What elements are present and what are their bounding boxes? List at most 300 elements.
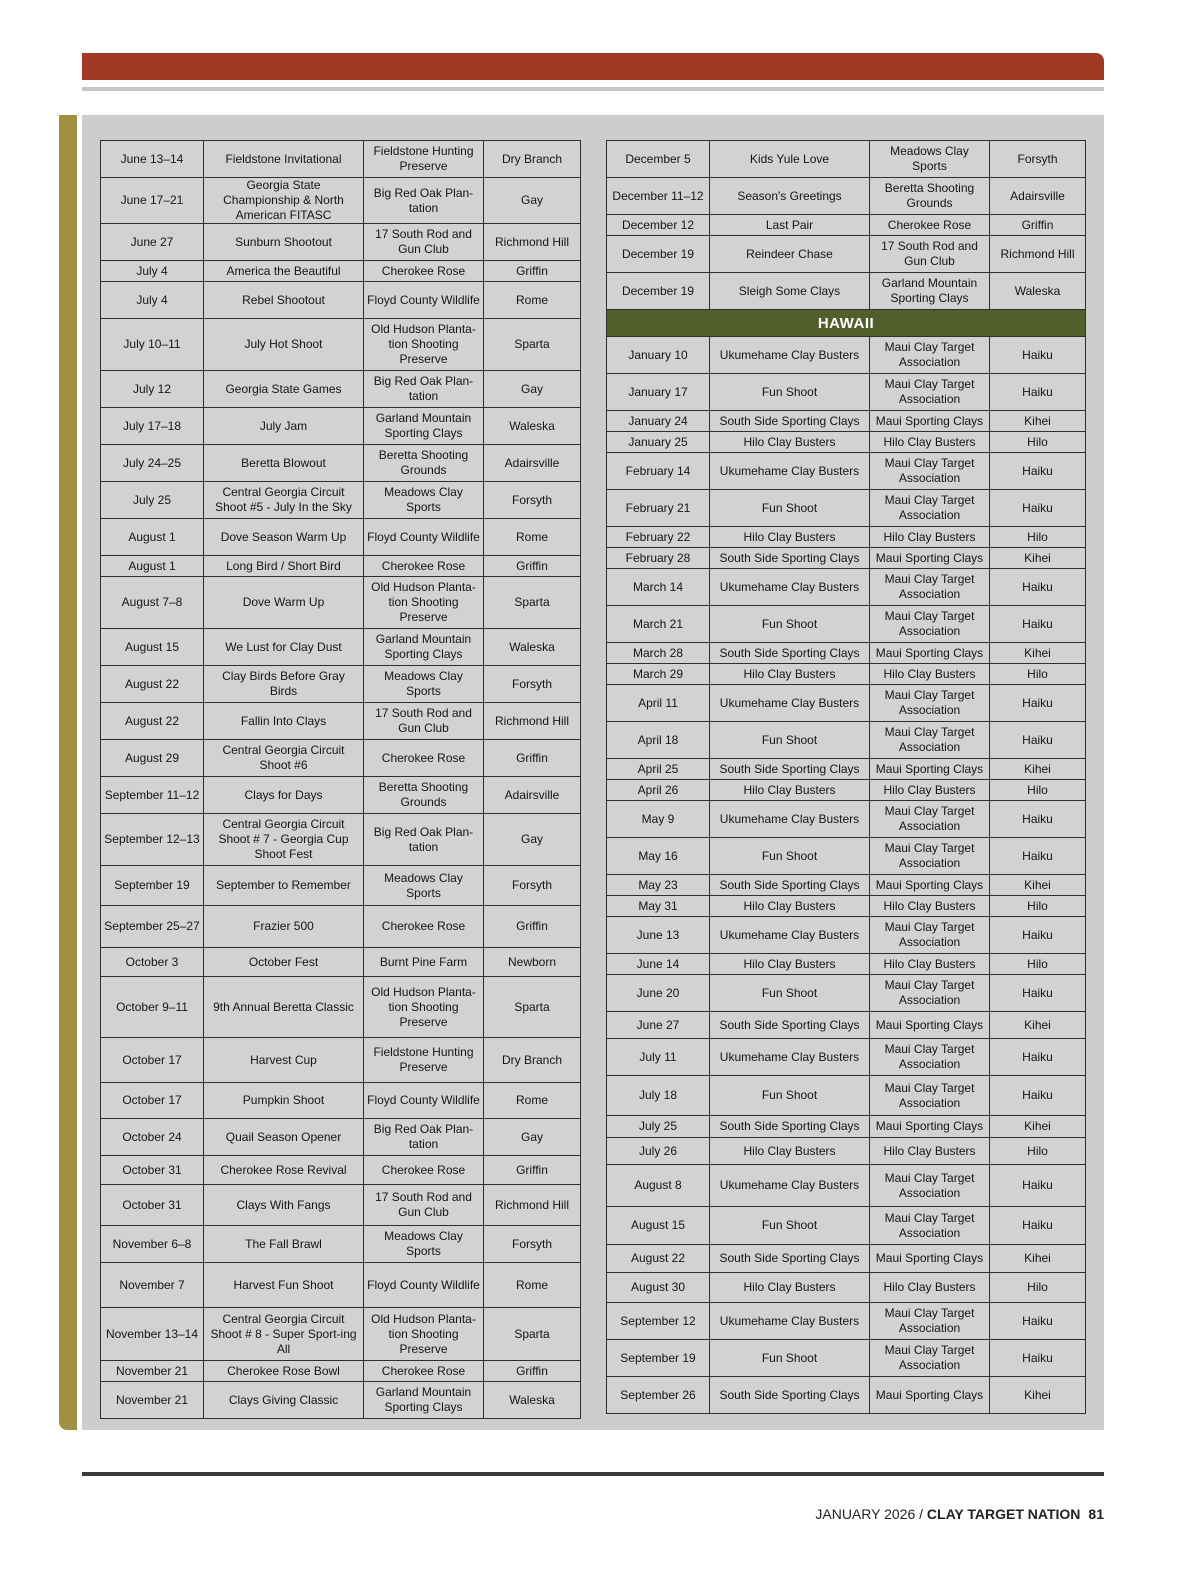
table-row bbox=[607, 178, 1086, 215]
event-cell: July Jam bbox=[204, 408, 364, 445]
table-row bbox=[101, 224, 581, 261]
date-cell: June 13–14 bbox=[101, 141, 204, 178]
date-cell: February 28 bbox=[607, 548, 710, 569]
table-row bbox=[607, 722, 1086, 759]
table-row bbox=[101, 282, 581, 319]
city-cell: Haiku bbox=[990, 453, 1086, 490]
event-cell: Cherokee Rose Bowl bbox=[204, 1361, 364, 1382]
city-cell: Waleska bbox=[484, 408, 581, 445]
event-cell: Fieldstone Invitational bbox=[204, 141, 364, 178]
date-cell: July 18 bbox=[607, 1076, 710, 1116]
date-cell: February 22 bbox=[607, 527, 710, 548]
event-cell: Central Georgia Circuit Shoot # 8 - Super Sport-ing All bbox=[204, 1308, 364, 1361]
date-cell: January 24 bbox=[607, 411, 710, 432]
date-cell: January 17 bbox=[607, 374, 710, 411]
table-row bbox=[607, 606, 1086, 643]
table-row bbox=[101, 1083, 581, 1119]
city-cell: Hilo bbox=[990, 1273, 1086, 1303]
date-cell: October 31 bbox=[101, 1156, 204, 1185]
event-cell: South Side Sporting Clays bbox=[710, 411, 870, 432]
venue-cell: Maui Clay Target Association bbox=[870, 1165, 990, 1207]
date-cell: June 27 bbox=[607, 1012, 710, 1039]
table-row bbox=[101, 1185, 581, 1226]
venue-cell: Old Hudson Planta-tion Shooting Preserve bbox=[364, 977, 484, 1038]
page-number: 81 bbox=[1088, 1506, 1104, 1522]
table-row bbox=[101, 371, 581, 408]
table-row bbox=[607, 954, 1086, 975]
venue-cell: Old Hudson Planta-tion Shooting Preserve bbox=[364, 1308, 484, 1361]
event-cell: Clay Birds Before Gray Birds bbox=[204, 666, 364, 703]
city-cell: Hilo bbox=[990, 780, 1086, 801]
table-row bbox=[607, 1245, 1086, 1273]
table-row bbox=[101, 408, 581, 445]
table-row bbox=[101, 703, 581, 740]
event-cell: Georgia State Championship & North American FITASC bbox=[204, 178, 364, 224]
date-cell: June 17–21 bbox=[101, 178, 204, 224]
date-cell: December 5 bbox=[607, 141, 710, 178]
venue-cell: Maui Clay Target Association bbox=[870, 685, 990, 722]
venue-cell: 17 South Rod and Gun Club bbox=[870, 236, 990, 273]
venue-cell: Cherokee Rose bbox=[364, 556, 484, 577]
table-row bbox=[101, 1361, 581, 1382]
event-cell: South Side Sporting Clays bbox=[710, 1116, 870, 1138]
date-cell: August 15 bbox=[607, 1207, 710, 1245]
venue-cell: Maui Clay Target Association bbox=[870, 1340, 990, 1377]
city-cell: Forsyth bbox=[484, 1226, 581, 1263]
city-cell: Adairsville bbox=[990, 178, 1086, 215]
date-cell: April 11 bbox=[607, 685, 710, 722]
city-cell: Hilo bbox=[990, 896, 1086, 917]
venue-cell: Maui Clay Target Association bbox=[870, 569, 990, 606]
date-cell: December 19 bbox=[607, 273, 710, 310]
event-cell: Season's Greetings bbox=[710, 178, 870, 215]
date-cell: September 25–27 bbox=[101, 906, 204, 948]
event-cell: Hilo Clay Busters bbox=[710, 896, 870, 917]
city-cell: Waleska bbox=[484, 1382, 581, 1419]
venue-cell: Old Hudson Planta-tion Shooting Preserve bbox=[364, 577, 484, 629]
date-cell: November 6–8 bbox=[101, 1226, 204, 1263]
venue-cell: Meadows Clay Sports bbox=[364, 1226, 484, 1263]
venue-cell: Cherokee Rose bbox=[364, 740, 484, 777]
table-row bbox=[101, 777, 581, 814]
event-cell: July Hot Shoot bbox=[204, 319, 364, 371]
date-cell: August 22 bbox=[101, 666, 204, 703]
venue-cell: Maui Clay Target Association bbox=[870, 975, 990, 1012]
event-cell: September to Remember bbox=[204, 866, 364, 906]
venue-cell: Cherokee Rose bbox=[364, 261, 484, 282]
table-row bbox=[101, 1119, 581, 1156]
city-cell: Haiku bbox=[990, 1076, 1086, 1116]
footer-rule bbox=[82, 1472, 1104, 1476]
table-row bbox=[607, 527, 1086, 548]
date-cell: August 30 bbox=[607, 1273, 710, 1303]
date-cell: November 21 bbox=[101, 1382, 204, 1419]
table-row bbox=[101, 445, 581, 482]
venue-cell: Maui Clay Target Association bbox=[870, 1039, 990, 1076]
venue-cell: Hilo Clay Busters bbox=[870, 527, 990, 548]
table-row bbox=[607, 1273, 1086, 1303]
city-cell: Richmond Hill bbox=[484, 224, 581, 261]
venue-cell: Big Red Oak Plan-tation bbox=[364, 814, 484, 866]
venue-cell: Maui Sporting Clays bbox=[870, 1377, 990, 1414]
venue-cell: Maui Sporting Clays bbox=[870, 1245, 990, 1273]
section-header-row bbox=[607, 310, 1086, 337]
date-cell: June 27 bbox=[101, 224, 204, 261]
city-cell: Rome bbox=[484, 1263, 581, 1308]
city-cell: Hilo bbox=[990, 954, 1086, 975]
city-cell: Forsyth bbox=[484, 866, 581, 906]
event-cell: Fun Shoot bbox=[710, 1340, 870, 1377]
page-footer bbox=[815, 1506, 1104, 1522]
event-cell: Pumpkin Shoot bbox=[204, 1083, 364, 1119]
date-cell: January 25 bbox=[607, 432, 710, 453]
venue-cell: Maui Sporting Clays bbox=[870, 411, 990, 432]
event-cell: Reindeer Chase bbox=[710, 236, 870, 273]
city-cell: Haiku bbox=[990, 1207, 1086, 1245]
venue-cell: Maui Clay Target Association bbox=[870, 606, 990, 643]
event-cell: Hilo Clay Busters bbox=[710, 954, 870, 975]
city-cell: Kihei bbox=[990, 875, 1086, 896]
venue-cell: Maui Clay Target Association bbox=[870, 722, 990, 759]
event-cell: Fun Shoot bbox=[710, 975, 870, 1012]
event-cell: South Side Sporting Clays bbox=[710, 548, 870, 569]
event-cell: Ukumehame Clay Busters bbox=[710, 801, 870, 838]
event-cell: Long Bird / Short Bird bbox=[204, 556, 364, 577]
event-cell: 9th Annual Beretta Classic bbox=[204, 977, 364, 1038]
city-cell: Griffin bbox=[484, 261, 581, 282]
venue-cell: Meadows Clay Sports bbox=[364, 866, 484, 906]
city-cell: Hilo bbox=[990, 527, 1086, 548]
event-cell: South Side Sporting Clays bbox=[710, 1012, 870, 1039]
city-cell: Haiku bbox=[990, 1303, 1086, 1340]
event-cell: Hilo Clay Busters bbox=[710, 780, 870, 801]
date-cell: August 8 bbox=[607, 1165, 710, 1207]
city-cell: Griffin bbox=[484, 1361, 581, 1382]
event-cell: Quail Season Opener bbox=[204, 1119, 364, 1156]
table-row bbox=[101, 319, 581, 371]
city-cell: Hilo bbox=[990, 1138, 1086, 1165]
venue-cell: Maui Clay Target Association bbox=[870, 1303, 990, 1340]
table-row bbox=[101, 948, 581, 977]
city-cell: Waleska bbox=[990, 273, 1086, 310]
venue-cell: Maui Sporting Clays bbox=[870, 548, 990, 569]
city-cell: Griffin bbox=[990, 215, 1086, 236]
event-cell: Fun Shoot bbox=[710, 606, 870, 643]
event-cell: The Fall Brawl bbox=[204, 1226, 364, 1263]
venue-cell: Maui Clay Target Association bbox=[870, 374, 990, 411]
city-cell: Sparta bbox=[484, 1308, 581, 1361]
date-cell: September 19 bbox=[607, 1340, 710, 1377]
date-cell: January 10 bbox=[607, 337, 710, 374]
table-row bbox=[101, 666, 581, 703]
city-cell: Haiku bbox=[990, 374, 1086, 411]
venue-cell: Cherokee Rose bbox=[364, 906, 484, 948]
event-cell: Last Pair bbox=[710, 215, 870, 236]
event-cell: Hilo Clay Busters bbox=[710, 527, 870, 548]
date-cell: June 14 bbox=[607, 954, 710, 975]
table-row bbox=[101, 1156, 581, 1185]
city-cell: Haiku bbox=[990, 1165, 1086, 1207]
date-cell: July 10–11 bbox=[101, 319, 204, 371]
venue-cell: Maui Sporting Clays bbox=[870, 1116, 990, 1138]
table-row bbox=[607, 273, 1086, 310]
city-cell: Haiku bbox=[990, 606, 1086, 643]
table-row bbox=[101, 261, 581, 282]
city-cell: Forsyth bbox=[990, 141, 1086, 178]
date-cell: September 12–13 bbox=[101, 814, 204, 866]
city-cell: Griffin bbox=[484, 906, 581, 948]
event-cell: South Side Sporting Clays bbox=[710, 1377, 870, 1414]
event-cell: Fun Shoot bbox=[710, 1076, 870, 1116]
city-cell: Rome bbox=[484, 1083, 581, 1119]
city-cell: Waleska bbox=[484, 629, 581, 666]
city-cell: Kihei bbox=[990, 1377, 1086, 1414]
table-row bbox=[101, 1226, 581, 1263]
date-cell: February 21 bbox=[607, 490, 710, 527]
table-row bbox=[607, 1116, 1086, 1138]
event-cell: Hilo Clay Busters bbox=[710, 1138, 870, 1165]
table-row bbox=[101, 1308, 581, 1361]
event-cell: Dove Season Warm Up bbox=[204, 519, 364, 556]
event-cell: Beretta Blowout bbox=[204, 445, 364, 482]
city-cell: Haiku bbox=[990, 490, 1086, 527]
city-cell: Griffin bbox=[484, 556, 581, 577]
city-cell: Richmond Hill bbox=[990, 236, 1086, 273]
date-cell: November 7 bbox=[101, 1263, 204, 1308]
venue-cell: Maui Sporting Clays bbox=[870, 875, 990, 896]
table-row bbox=[607, 1165, 1086, 1207]
table-row bbox=[607, 141, 1086, 178]
venue-cell: Cherokee Rose bbox=[870, 215, 990, 236]
date-cell: June 13 bbox=[607, 917, 710, 954]
schedule-table-left bbox=[100, 140, 581, 1419]
table-row bbox=[607, 875, 1086, 896]
venue-cell: Maui Clay Target Association bbox=[870, 490, 990, 527]
venue-cell: Meadows Clay Sports bbox=[870, 141, 990, 178]
city-cell: Kihei bbox=[990, 548, 1086, 569]
date-cell: July 12 bbox=[101, 371, 204, 408]
date-cell: August 1 bbox=[101, 519, 204, 556]
date-cell: September 19 bbox=[101, 866, 204, 906]
city-cell: Haiku bbox=[990, 685, 1086, 722]
date-cell: February 14 bbox=[607, 453, 710, 490]
table-row bbox=[101, 1382, 581, 1419]
date-cell: October 17 bbox=[101, 1083, 204, 1119]
venue-cell: Garland Mountain Sporting Clays bbox=[364, 408, 484, 445]
date-cell: May 9 bbox=[607, 801, 710, 838]
table-row bbox=[607, 917, 1086, 954]
event-cell: We Lust for Clay Dust bbox=[204, 629, 364, 666]
city-cell: Haiku bbox=[990, 801, 1086, 838]
venue-cell: 17 South Rod and Gun Club bbox=[364, 1185, 484, 1226]
table-row bbox=[607, 685, 1086, 722]
date-cell: August 22 bbox=[101, 703, 204, 740]
date-cell: July 25 bbox=[607, 1116, 710, 1138]
date-cell: May 16 bbox=[607, 838, 710, 875]
table-row bbox=[101, 178, 581, 224]
city-cell: Haiku bbox=[990, 838, 1086, 875]
venue-cell: Big Red Oak Plan-tation bbox=[364, 371, 484, 408]
date-cell: August 29 bbox=[101, 740, 204, 777]
date-cell: March 28 bbox=[607, 643, 710, 664]
date-cell: December 11–12 bbox=[607, 178, 710, 215]
event-cell: Central Georgia Circuit Shoot #6 bbox=[204, 740, 364, 777]
event-cell: South Side Sporting Clays bbox=[710, 875, 870, 896]
table-row bbox=[607, 1076, 1086, 1116]
city-cell: Gay bbox=[484, 1119, 581, 1156]
event-cell: Hilo Clay Busters bbox=[710, 664, 870, 685]
venue-cell: 17 South Rod and Gun Club bbox=[364, 703, 484, 740]
table-row bbox=[607, 896, 1086, 917]
city-cell: Richmond Hill bbox=[484, 703, 581, 740]
event-cell: Ukumehame Clay Busters bbox=[710, 685, 870, 722]
table-row bbox=[607, 1377, 1086, 1414]
city-cell: Kihei bbox=[990, 1245, 1086, 1273]
table-row bbox=[607, 432, 1086, 453]
venue-cell: Maui Clay Target Association bbox=[870, 801, 990, 838]
date-cell: August 7–8 bbox=[101, 577, 204, 629]
table-row bbox=[607, 1207, 1086, 1245]
event-cell: October Fest bbox=[204, 948, 364, 977]
table-row bbox=[101, 977, 581, 1038]
venue-cell: 17 South Rod and Gun Club bbox=[364, 224, 484, 261]
date-cell: October 24 bbox=[101, 1119, 204, 1156]
date-cell: March 14 bbox=[607, 569, 710, 606]
date-cell: July 4 bbox=[101, 282, 204, 319]
event-cell: Fun Shoot bbox=[710, 838, 870, 875]
event-cell: Ukumehame Clay Busters bbox=[710, 337, 870, 374]
city-cell: Sparta bbox=[484, 977, 581, 1038]
event-cell: Clays Giving Classic bbox=[204, 1382, 364, 1419]
venue-cell: Garland Mountain Sporting Clays bbox=[870, 273, 990, 310]
event-cell: Harvest Cup bbox=[204, 1038, 364, 1083]
date-cell: August 1 bbox=[101, 556, 204, 577]
event-cell: Clays With Fangs bbox=[204, 1185, 364, 1226]
city-cell: Gay bbox=[484, 814, 581, 866]
venue-cell: Beretta Shooting Grounds bbox=[870, 178, 990, 215]
event-cell: Central Georgia Circuit Shoot #5 - July In the Sky bbox=[204, 482, 364, 519]
city-cell: Haiku bbox=[990, 975, 1086, 1012]
city-cell: Dry Branch bbox=[484, 141, 581, 178]
date-cell: April 25 bbox=[607, 759, 710, 780]
venue-cell: Floyd County Wildlife bbox=[364, 519, 484, 556]
city-cell: Haiku bbox=[990, 1039, 1086, 1076]
table-row bbox=[607, 411, 1086, 432]
event-cell: Dove Warm Up bbox=[204, 577, 364, 629]
date-cell: October 17 bbox=[101, 1038, 204, 1083]
city-cell: Newborn bbox=[484, 948, 581, 977]
venue-cell: Maui Clay Target Association bbox=[870, 337, 990, 374]
event-cell: Ukumehame Clay Busters bbox=[710, 1303, 870, 1340]
date-cell: June 20 bbox=[607, 975, 710, 1012]
date-cell: March 29 bbox=[607, 664, 710, 685]
date-cell: July 24–25 bbox=[101, 445, 204, 482]
venue-cell: Hilo Clay Busters bbox=[870, 432, 990, 453]
venue-cell: Cherokee Rose bbox=[364, 1156, 484, 1185]
header-accent-bar bbox=[82, 53, 1104, 80]
city-cell: Kihei bbox=[990, 411, 1086, 432]
table-row bbox=[607, 490, 1086, 527]
event-cell: Ukumehame Clay Busters bbox=[710, 569, 870, 606]
table-row bbox=[607, 337, 1086, 374]
venue-cell: Hilo Clay Busters bbox=[870, 1273, 990, 1303]
table-row bbox=[607, 838, 1086, 875]
table-row bbox=[607, 780, 1086, 801]
venue-cell: Burnt Pine Farm bbox=[364, 948, 484, 977]
event-cell: Cherokee Rose Revival bbox=[204, 1156, 364, 1185]
venue-cell: Maui Clay Target Association bbox=[870, 838, 990, 875]
event-cell: Sunburn Shootout bbox=[204, 224, 364, 261]
event-cell: Fun Shoot bbox=[710, 374, 870, 411]
date-cell: August 22 bbox=[607, 1245, 710, 1273]
venue-cell: Floyd County Wildlife bbox=[364, 1263, 484, 1308]
city-cell: Gay bbox=[484, 178, 581, 224]
venue-cell: Maui Clay Target Association bbox=[870, 1207, 990, 1245]
venue-cell: Maui Clay Target Association bbox=[870, 453, 990, 490]
issue-date: JANUARY 2026 / bbox=[815, 1506, 927, 1522]
date-cell: May 31 bbox=[607, 896, 710, 917]
city-cell: Griffin bbox=[484, 1156, 581, 1185]
venue-cell: Hilo Clay Busters bbox=[870, 664, 990, 685]
date-cell: July 4 bbox=[101, 261, 204, 282]
city-cell: Rome bbox=[484, 519, 581, 556]
table-row bbox=[101, 577, 581, 629]
date-cell: May 23 bbox=[607, 875, 710, 896]
event-cell: Georgia State Games bbox=[204, 371, 364, 408]
table-row bbox=[607, 643, 1086, 664]
table-row bbox=[607, 1012, 1086, 1039]
venue-cell: Beretta Shooting Grounds bbox=[364, 777, 484, 814]
venue-cell: Floyd County Wildlife bbox=[364, 1083, 484, 1119]
venue-cell: Hilo Clay Busters bbox=[870, 780, 990, 801]
venue-cell: Maui Sporting Clays bbox=[870, 1012, 990, 1039]
event-cell: South Side Sporting Clays bbox=[710, 643, 870, 664]
table-row bbox=[101, 740, 581, 777]
event-cell: Fallin Into Clays bbox=[204, 703, 364, 740]
table-row bbox=[607, 236, 1086, 273]
venue-cell: Fieldstone Hunting Preserve bbox=[364, 141, 484, 178]
table-row bbox=[607, 801, 1086, 838]
city-cell: Dry Branch bbox=[484, 1038, 581, 1083]
date-cell: October 9–11 bbox=[101, 977, 204, 1038]
table-row bbox=[607, 664, 1086, 685]
city-cell: Griffin bbox=[484, 740, 581, 777]
venue-cell: Big Red Oak Plan-tation bbox=[364, 1119, 484, 1156]
table-row bbox=[101, 482, 581, 519]
event-cell: Fun Shoot bbox=[710, 490, 870, 527]
venue-cell: Hilo Clay Busters bbox=[870, 1138, 990, 1165]
venue-cell: Meadows Clay Sports bbox=[364, 666, 484, 703]
date-cell: October 31 bbox=[101, 1185, 204, 1226]
city-cell: Adairsville bbox=[484, 445, 581, 482]
event-cell: Ukumehame Clay Busters bbox=[710, 1165, 870, 1207]
city-cell: Forsyth bbox=[484, 482, 581, 519]
event-cell: Fun Shoot bbox=[710, 1207, 870, 1245]
venue-cell: Maui Clay Target Association bbox=[870, 917, 990, 954]
event-cell: Central Georgia Circuit Shoot # 7 - Georgia Cup Shoot Fest bbox=[204, 814, 364, 866]
event-cell: Hilo Clay Busters bbox=[710, 432, 870, 453]
date-cell: November 21 bbox=[101, 1361, 204, 1382]
date-cell: August 15 bbox=[101, 629, 204, 666]
venue-cell: Maui Sporting Clays bbox=[870, 643, 990, 664]
venue-cell: Big Red Oak Plan-tation bbox=[364, 178, 484, 224]
venue-cell: Hilo Clay Busters bbox=[870, 896, 990, 917]
header-rule bbox=[82, 87, 1104, 91]
table-row bbox=[101, 556, 581, 577]
date-cell: September 11–12 bbox=[101, 777, 204, 814]
event-cell: Ukumehame Clay Busters bbox=[710, 453, 870, 490]
city-cell: Kihei bbox=[990, 759, 1086, 780]
